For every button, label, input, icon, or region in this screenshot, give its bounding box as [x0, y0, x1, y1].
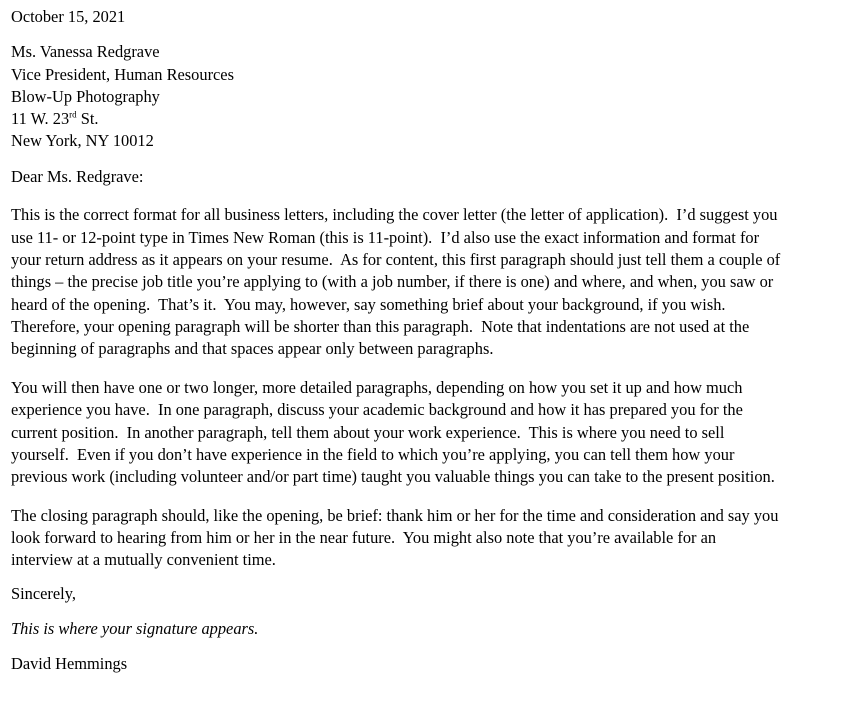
- recipient-address: [11, 41, 857, 152]
- recipient-street: [11, 108, 857, 130]
- sender-name: David Hemmings: [11, 654, 128, 674]
- recipient-name: Ms. Vanessa Redgrave: [11, 42, 160, 62]
- body-paragraph-closing: The closing paragraph should, like the opening, be brief: thank him or her for the time and consideration and say you look forward to hearing from him or her in the near future. You might also note that you’re available for an interview at a mutually convenient time.: [11, 505, 783, 570]
- recipient-city-state-zip: New York, NY 10012: [11, 131, 154, 151]
- body-paragraph-opening: This is the correct format for all business letters, including the cover letter (the letter of application). I’d suggest you use 11- or 12-point type in Times New Roman (this is 11-point). I’d also use the exact information and format for your return address as it appears on your resume. As for content, this first paragraph should just tell them a couple of things – the precise job title you’re applying to (with a job number, if there is one) and where, and when, you saw or heard of the opening. That’s it. You may, however, say something brief about your background, if you wish. Therefore, your opening paragraph will be shorter than this paragraph. Note that indentations are not used at the beginning of paragraphs and that spaces appear only between paragraphs.: [11, 205, 785, 359]
- recipient-title: Vice President, Human Resources: [11, 64, 234, 84]
- business-letter: [11, 6, 857, 676]
- signature-placeholder: This is where your signature appears.: [11, 619, 259, 638]
- street-ordinal-suffix: rd: [69, 109, 77, 120]
- recipient-company: Blow-Up Photography: [11, 86, 160, 106]
- complimentary-closing: Sincerely,: [11, 583, 76, 603]
- salutation: Dear Ms. Redgrave:: [11, 166, 144, 186]
- street-name: St.: [76, 109, 99, 129]
- letter-body: [11, 204, 785, 571]
- body-paragraph-middle: You will then have one or two longer, more detailed paragraphs, depending on how you set it up and how much experience you have. In one paragraph, discuss your academic background and how it has prepared you for the current position. In another paragraph, tell them about your work experience. This is where you need to sell yourself. Even if you don’t have experience in the field to which you’re applying, you can tell them how your previous work (including volunteer and/or part time) taught you valuable things you can take to the present position.: [11, 377, 775, 487]
- letter-date: October 15, 2021: [11, 7, 126, 26]
- street-number: 11 W. 23: [11, 109, 70, 129]
